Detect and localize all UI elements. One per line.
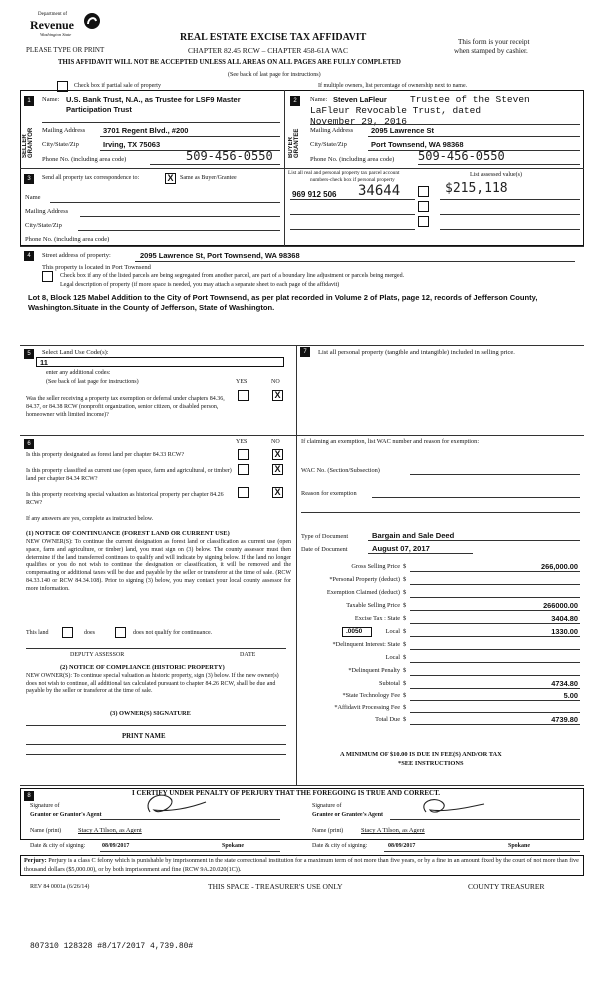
seller-name[interactable]: U.S. Bank Trust, N.A., as Trustee for LSF9 Master Participation Trust	[66, 95, 241, 114]
buyer-side-label: BUYER GRANTEE	[288, 128, 300, 158]
tax-row-line	[410, 649, 580, 650]
s3-divider	[284, 168, 285, 246]
mid-divider	[296, 345, 297, 785]
county-treasurer: COUNTY TREASURER	[468, 882, 545, 891]
print-name-bottom	[26, 754, 286, 755]
assessed-line-2	[440, 214, 580, 215]
buyer-name-label: Name:	[310, 96, 328, 103]
logo-swirl-icon	[83, 12, 101, 30]
exemption-yes-checkbox[interactable]	[238, 390, 249, 401]
does-label: does	[84, 630, 95, 636]
continuance-title: (1) NOTICE OF CONTINUANCE (FOREST LAND OR CURRENT USE)	[26, 530, 230, 537]
buyer-phone[interactable]: 509-456-0550	[418, 149, 505, 163]
s5-yes: YES	[236, 379, 248, 385]
does-not-label: does not qualify for continuance.	[133, 630, 213, 636]
row-divider-1	[20, 168, 584, 169]
current-use-yes-checkbox[interactable]	[238, 464, 249, 475]
tax-row-label: *Affidavit Processing Fee	[334, 704, 400, 711]
seller-buyer-divider	[284, 90, 285, 168]
tax-row-label: Local	[385, 654, 400, 661]
exemption-claim-label: If claiming an exemption, list WAC number and reason for exemption:	[301, 438, 480, 445]
form-chapter: CHAPTER 82.45 RCW – CHAPTER 458-61A WAC	[188, 46, 348, 55]
s8-top-line	[20, 785, 584, 786]
grantee-name[interactable]: Stacy A Tilson, as Agent	[361, 827, 425, 834]
section-5-number: 5	[24, 349, 34, 359]
tax-row-line	[410, 623, 580, 624]
this-land-label: This land	[26, 630, 49, 636]
tax-row-line	[410, 597, 580, 598]
tax-row-currency: $	[403, 576, 407, 583]
grantor-date[interactable]: 08/09/2017	[102, 843, 130, 849]
buyer-mailing-underline	[368, 136, 580, 137]
tax-row-line	[410, 584, 580, 585]
seller-mailing[interactable]: 3701 Regent Blvd., #200	[103, 126, 189, 135]
owner-signature-line[interactable]	[26, 725, 286, 726]
exemption-no-checkbox[interactable]: X	[272, 390, 283, 401]
additional-codes: enter any additional codes:	[46, 370, 111, 376]
tax-row-value[interactable]: 4734.80	[551, 679, 578, 688]
logo-revenue: Revenue	[30, 18, 74, 32]
parcel-number[interactable]: 969 912 506	[292, 190, 337, 199]
multiple-owners-note: If multiple owners, list percentage of ownership next to name.	[318, 83, 468, 89]
parcel-pp-checkbox-2[interactable]	[418, 201, 429, 212]
minimum-due: A MINIMUM OF $10.00 IS DUE IN FEE(S) AND/OR TAX	[340, 751, 502, 758]
continuance-text: NEW OWNER(S): To continue the current designation as forest land or classification as current use (open space, farm and agriculture, or timber) land, you must sign on (3) below. The county assessor must then determine if the land transferred continues to qualify and will indicate by signing below. If the land no longer qualifies or you do not wish to continue the designation or classification, it will be removed and the compensating or additional taxes will be due and payable by the seller or transferor at the time of sale. (RCW 84.33.140 or RCW 84.34.108). Prior to signing (3) below, you may contact your local county assessor for more information.	[26, 539, 291, 592]
tax-row-label: *Delinquent Penalty	[348, 667, 400, 674]
tax-row-currency: $	[403, 563, 407, 570]
wac-input-line[interactable]	[410, 474, 580, 475]
buyer-phone-label: Phone No. (including area code)	[310, 156, 395, 163]
buyer-city[interactable]: Port Townsend, WA 98368	[371, 140, 464, 149]
receipt-line-1: This form is your receipt	[458, 38, 530, 46]
grantor-name-label: Name (print)	[30, 828, 62, 834]
segregated-checkbox[interactable]	[42, 271, 53, 282]
historic-title: (2) NOTICE OF COMPLIANCE (HISTORIC PROPERTY)	[60, 664, 225, 671]
buyer-name[interactable]: Steven LaFleur	[333, 95, 387, 104]
grantee-sig-label: Signature of	[312, 803, 342, 809]
doc-date-value[interactable]: August 07, 2017	[372, 544, 430, 553]
grantee-agent-label: Grantee or Grantee's Agent	[312, 812, 384, 818]
tax-row-value[interactable]: 5.00	[563, 691, 578, 700]
same-as-buyer-label: Same as Buyer/Grantee	[180, 175, 237, 181]
tax-row-line	[410, 610, 580, 611]
parcel-line-2	[290, 214, 415, 215]
exemption-question: Was the seller receiving a property tax exemption or deferral under chapters 84.36, 84.37, or 84.38 RCW (nonprofit organization, senior citizen, or disabled person, homeowner with limited income)?	[26, 396, 225, 418]
deputy-assessor-label: DEPUTY ASSESSOR	[70, 652, 125, 658]
tax-row-currency: $	[403, 654, 407, 661]
assessed-line-3	[440, 229, 580, 230]
tax-row-value[interactable]: 3404.80	[551, 614, 578, 623]
forest-yes-checkbox[interactable]	[238, 449, 249, 460]
tax-row-label: Exemption Claimed (deduct)	[326, 589, 400, 596]
personal-property-label: List all personal property (tangible and intangible) included in selling price.	[318, 349, 515, 356]
see-instructions: *SEE INSTRUCTIONS	[398, 760, 464, 767]
assessed-header: List assessed value(s)	[470, 172, 522, 178]
seller-mailing-label: Mailing Address	[42, 127, 86, 134]
wac-label: WAC No. (Section/Subsection)	[301, 467, 380, 474]
please-type: PLEASE TYPE OR PRINT	[26, 46, 105, 54]
tax-row-value[interactable]: 1330.00	[551, 627, 578, 636]
grantee-city[interactable]: Spokane	[508, 843, 531, 849]
doc-type-label: Type of Document	[301, 533, 349, 540]
historic-no-checkbox[interactable]: X	[272, 487, 283, 498]
see-back: (See back of last page for instructions)	[228, 72, 321, 78]
certify-statement: I CERTIFY UNDER PENALTY OF PERJURY THAT THE FOREGOING IS TRUE AND CORRECT.	[132, 789, 441, 797]
grantee-signature[interactable]	[418, 794, 488, 820]
same-as-buyer-checkbox[interactable]: X	[165, 173, 176, 184]
tax-row-currency: $	[403, 615, 407, 622]
doc-date-label: Date of Document	[301, 546, 348, 553]
warning-line: THIS AFFIDAVIT WILL NOT BE ACCEPTED UNLESS ALL AREAS ON ALL PAGES ARE FULLY COMPLETED	[58, 59, 401, 66]
tax-row-label: *State Technology Fee	[342, 692, 400, 699]
street-label: Street address of property:	[42, 252, 111, 259]
section-4-number: 4	[24, 251, 34, 261]
section-1-number: 1	[24, 96, 34, 106]
tax-row-line	[410, 688, 580, 689]
owner-signature-label: (3) OWNER(S) SIGNATURE	[110, 710, 191, 717]
section-6-number: 6	[24, 439, 34, 449]
assessed-line-1	[440, 199, 580, 200]
grantor-name[interactable]: Stacy A Tilson, as Agent	[78, 827, 142, 834]
seller-side-label: SELLER GRANTOR	[22, 127, 34, 158]
tax-row-label: Local	[385, 628, 400, 635]
if-yes-instructions: If any answers are yes, complete as instructed below.	[26, 516, 154, 522]
tax-row-currency: $	[403, 589, 407, 596]
receipt-line-2: when stamped by cashier.	[454, 47, 528, 55]
send-correspondence-label: Send all property tax correspondence to:	[42, 175, 140, 181]
buyer-phone-underline	[418, 164, 580, 165]
grantor-sig-line	[100, 819, 280, 820]
seller-name-underline	[42, 122, 280, 123]
street-underline	[135, 261, 575, 262]
buyer-city-label: City/State/Zip	[310, 141, 347, 148]
logo-state: Washington State	[40, 32, 72, 37]
cashier-stamp: 807310 128328 #8/17/2017 4,739.80#	[30, 942, 194, 951]
doc-date-line	[368, 553, 473, 554]
tax-row-value[interactable]: 266000.00	[543, 601, 578, 610]
treasurer-space: THIS SPACE - TREASURER'S USE ONLY	[208, 882, 343, 891]
row-divider-2	[20, 246, 584, 247]
section-7-number: 7	[300, 347, 310, 357]
tax-row-currency: $	[403, 692, 407, 699]
s3-name-label: Name	[25, 194, 41, 201]
seller-name-label: Name:	[42, 96, 60, 103]
grantor-signature[interactable]	[140, 790, 210, 820]
section-3-number: 3	[24, 174, 34, 184]
s6-no: NO	[271, 439, 280, 445]
current-use-no-checkbox[interactable]: X	[272, 464, 283, 475]
tax-row-line	[410, 662, 580, 663]
current-use-question: Is this property classified as current use (open space, farm and agricultural, or timber) land per chapter 84.34 RCW?	[26, 468, 232, 482]
grantor-date-line	[100, 851, 280, 852]
seller-mailing-underline	[100, 136, 280, 137]
assessor-sig-line	[26, 648, 286, 649]
s5-no: NO	[271, 379, 280, 385]
s6-top-line	[20, 435, 584, 436]
tax-row-line	[410, 712, 580, 713]
tax-row-line	[410, 724, 580, 725]
seller-city[interactable]: Irving, TX 75063	[103, 140, 161, 149]
parcel-line-3	[290, 229, 415, 230]
land-use-value: 11	[40, 358, 48, 367]
street-address[interactable]: 2095 Lawrence St, Port Townsend, WA 98368	[140, 251, 300, 260]
section-8-number: 8	[24, 791, 34, 801]
local-rate: .0050	[346, 628, 363, 635]
tax-row-value[interactable]: 266,000.00	[541, 562, 578, 571]
s5-see-back: (See back of last page for instructions)	[46, 379, 139, 385]
parcel-pp-checkbox-1[interactable]	[418, 186, 429, 197]
s3-city-label: City/State/Zip	[25, 222, 62, 229]
forest-no-checkbox[interactable]: X	[272, 449, 283, 460]
grantee-date-label: Date & city of signing:	[312, 843, 368, 849]
print-name-line[interactable]	[26, 744, 286, 745]
assessed-value[interactable]: $215,118	[445, 181, 508, 196]
tax-row-line	[410, 636, 580, 637]
logo-dept-line: Department of	[38, 12, 68, 17]
seller-phone-label: Phone No. (including area code)	[42, 156, 127, 163]
assessor-date-label: DATE	[240, 652, 256, 658]
tax-row-label: Subtotal	[379, 680, 400, 687]
buyer-mailing-label: Mailing Address	[310, 127, 354, 134]
tax-row-currency: $	[403, 716, 407, 723]
tax-row-label: Gross Selling Price	[351, 563, 400, 570]
buyer-mailing[interactable]: 2095 Lawrence St	[371, 126, 434, 135]
parcel-pp-checkbox-3[interactable]	[418, 216, 429, 227]
parcel-header-2: numbers-check box if personal property	[310, 177, 395, 183]
s3-name-line	[50, 202, 280, 203]
tax-row-line	[410, 675, 580, 676]
grantee-date[interactable]: 08/09/2017	[388, 843, 416, 849]
seller-city-label: City/State/Zip	[42, 141, 79, 148]
grantee-date-line	[384, 851, 580, 852]
s3-phone-label: Phone No. (including area code)	[25, 236, 110, 243]
tax-row-label: *Personal Property (deduct)	[329, 576, 400, 583]
tax-row-currency: $	[403, 680, 407, 687]
dor-logo	[28, 10, 100, 42]
s3-mailing-label: Mailing Address	[25, 208, 69, 215]
tax-row-currency: $	[403, 667, 407, 674]
buyer-name-typed-2: LaFleur Revocable Trust, dated	[310, 105, 482, 116]
grantor-sig-label: Signature of	[30, 803, 60, 809]
legal-desc-label: Legal description of property (if more space is needed, you may attach a separate sheet to each page of the affidavit)	[60, 282, 340, 288]
tax-row-label: Total Due	[375, 716, 400, 723]
seller-phone-underline	[150, 164, 280, 165]
does-checkbox[interactable]	[62, 627, 73, 638]
does-not-checkbox[interactable]	[115, 627, 126, 638]
land-use-select[interactable]	[36, 357, 284, 367]
historic-text: NEW OWNER(S): To continue special valuation as historic property, sign (3) below. If the new owner(s) does not wish to continue, all additional tax calculated pursuant to chapter 84.26 RCW, shall be due and payable by the seller or transferor at the time of sale.	[26, 673, 279, 694]
parcel-line-1	[290, 199, 415, 200]
tax-row-label: Taxable Selling Price	[346, 602, 400, 609]
seller-phone[interactable]: 509-456-0550	[186, 149, 273, 163]
buyer-name-typed-1: Trustee of the Steven	[410, 94, 530, 105]
s3-mailing-line	[80, 216, 280, 217]
perjury-bold: Perjury:	[24, 857, 47, 864]
tax-row-currency: $	[403, 704, 407, 711]
section-2-number: 2	[290, 96, 300, 106]
grantee-name-label: Name (print)	[312, 828, 344, 834]
tax-row-currency: $	[403, 602, 407, 609]
s6-yes: YES	[236, 439, 248, 445]
parcel-hand-number: 34644	[358, 183, 401, 199]
print-name-label: PRINT NAME	[122, 733, 166, 740]
historic-yes-checkbox[interactable]	[238, 487, 249, 498]
located-in: This property is located in Port Townsend	[42, 264, 151, 271]
buyer-name-underline	[310, 124, 580, 125]
doc-type-line	[368, 540, 580, 541]
grantor-city[interactable]: Spokane	[222, 843, 245, 849]
rev-number: REV 84 0001a (6/26/14)	[30, 884, 90, 890]
legal-description[interactable]: Lot 8, Block 125 Mabel Addition to the City of Port Townsend, as per plat recorded in Volume 2 of Plats, page 12, records of Jefferson County, Washington.Situate in the County of Jefferson, State of Washington.	[28, 293, 538, 312]
doc-type-value[interactable]: Bargain and Sale Deed	[372, 531, 455, 540]
tax-row-line	[410, 700, 580, 701]
reason-line-2[interactable]	[301, 512, 580, 513]
tax-row-currency: $	[403, 641, 407, 648]
tax-row-value[interactable]: 4739.80	[551, 715, 578, 724]
perjury-body: Perjury is a class C felony which is punishable by imprisonment in the state correctional institution for a maximum term of not more than five years, or by a fine in an amount fixed by the court of not more than five thousand dollars ($5,000.00), or by both imprisonment and fine (RCW 9A.20.020(1C)).	[24, 857, 579, 873]
grantee-sig-line	[390, 819, 580, 820]
partial-sale-label: Check box if partial sale of property	[74, 83, 161, 89]
parcel-header-1: List all real and personal property tax parcel account	[288, 170, 400, 176]
grantor-date-label: Date & city of signing:	[30, 843, 86, 849]
reason-label: Reason for exemption	[301, 490, 357, 497]
reason-line-1[interactable]	[372, 497, 580, 498]
segregated-label: Check box if any of the listed parcels are being segregated from another parcel, are part of a boundary line adjustment or parcels being merged.	[60, 273, 405, 279]
buyer-name-typed-3: November 29, 2016	[310, 116, 407, 127]
s5-top-line	[20, 345, 584, 346]
form-title: REAL ESTATE EXCISE TAX AFFIDAVIT	[180, 32, 367, 43]
grantor-agent-label: Grantor or Grantor's Agent	[30, 812, 102, 818]
historic-question: Is this property receiving special valuation as historical property per chapter 84.26 RCW?	[26, 492, 224, 506]
tax-row-currency: $	[403, 628, 407, 635]
tax-row-label: *Delinquent Interest: State	[332, 641, 400, 648]
perjury-text	[24, 857, 580, 874]
s3-city-line	[78, 230, 280, 231]
forest-question: Is this property designated as forest land per chapter 84.33 RCW?	[26, 452, 185, 458]
land-use-label: Select Land Use Code(s):	[42, 349, 109, 356]
tax-row-line	[410, 571, 580, 572]
tax-row-label: Excise Tax : State	[354, 615, 400, 622]
